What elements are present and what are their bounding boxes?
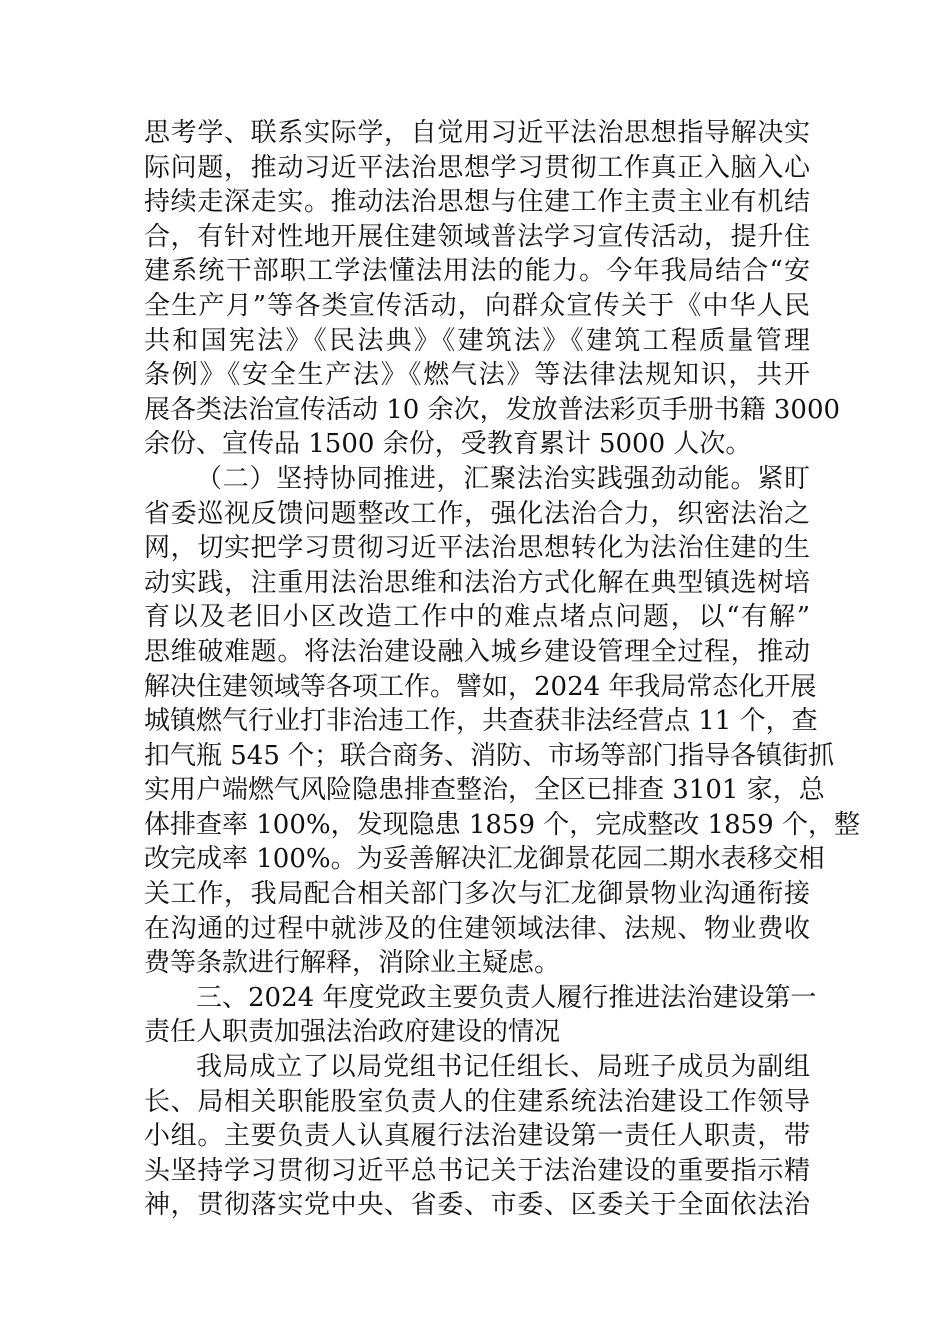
- text-line: 全生产月”等各类宣传活动，向群众宣传关于《中华人民: [144, 290, 810, 321]
- text-line: 持续走深走实。推动法治思想与住建工作主责主业有机结: [144, 187, 810, 218]
- text-line: 合，有针对性地开展住建领域普法学习宣传活动，提升住: [144, 221, 810, 252]
- paragraph-start-line: （二）坚持协同推进，汇聚法治实践强劲动能。紧盯: [196, 463, 810, 494]
- text-line: 解决住建领域等各项工作。譬如，2024 年我局常态化开展: [144, 671, 817, 702]
- text-line: 思维破难题。将法治建设融入城乡建设管理全过程，推动: [144, 636, 810, 667]
- text-line: 条例》《安全生产法》《燃气法》等法律法规知识，共开: [144, 360, 810, 391]
- section-heading-line: 责任人职责加强法治政府建设的情况: [144, 1017, 561, 1048]
- text-line: 改完成率 100%。为妥善解决汇龙御景花园二期水表移交相: [144, 844, 825, 875]
- text-line: 费等条款进行解释，消除业主疑虑。: [144, 948, 561, 979]
- text-line: 育以及老旧小区改造工作中的难点堵点问题，以“有解”: [144, 602, 810, 633]
- text-line: 共和国宪法》《民法典》《建筑法》《建筑工程质量管理: [144, 325, 810, 356]
- text-line: 实用户端燃气风险隐患排查整治，全区已排查 3101 家，总: [144, 775, 825, 806]
- body-text: [144, 116, 860, 1223]
- text-line: 在沟通的过程中就涉及的住建领域法律、法规、物业费收: [144, 913, 810, 944]
- section-heading-line: 三、2024 年度党政主要负责人履行推进法治建设第一: [196, 982, 817, 1013]
- text-line: 体排查率 100%，发现隐患 1859 个，完成整改 1859 个，整: [144, 809, 860, 840]
- text-line: 关工作，我局配合相关部门多次与汇龙御景物业沟通衔接: [144, 879, 810, 910]
- text-line: 小组。主要负责人认真履行法治建设第一责任人职责，带: [144, 1121, 810, 1152]
- text-line: 思考学、联系实际学，自觉用习近平法治思想指导解决实: [144, 118, 810, 148]
- text-line: 城镇燃气行业打非治违工作，共查获非法经营点 11 个，查: [144, 706, 818, 737]
- text-line: 扣气瓶 545 个；联合商务、消防、市场等部门指导各镇街抓: [144, 740, 835, 771]
- text-line: 建系统干部职工学法懂法用法的能力。今年我局结合“安: [144, 256, 810, 287]
- text-line: 头坚持学习贯彻习近平总书记关于法治建设的重要指示精: [144, 1155, 810, 1186]
- text-line: 长、局相关职能股室负责人的住建系统法治建设工作领导: [144, 1086, 810, 1117]
- text-line: 动实践，注重用法治思维和法治方式化解在典型镇选树培: [144, 567, 810, 598]
- text-line: 际问题，推动习近平法治思想学习贯彻工作真正入脑入心: [144, 152, 810, 183]
- text-line: 省委巡视反馈问题整改工作，强化法治合力，织密法治之: [144, 498, 810, 529]
- text-line: 展各类法治宣传活动 10 余次，发放普法彩页手册书籍 3000: [144, 394, 841, 425]
- text-line: 网，切实把学习贯彻习近平法治思想转化为法治住建的生: [144, 533, 810, 564]
- text-line: 余份、宣传品 1500 余份，受教育累计 5000 人次。: [144, 429, 752, 460]
- text-line: 神，贯彻落实党中央、省委、市委、区委关于全面依法治: [144, 1190, 810, 1221]
- paragraph-start-line: 我局成立了以局党组书记任组长、局班子成员为副组: [196, 1052, 810, 1083]
